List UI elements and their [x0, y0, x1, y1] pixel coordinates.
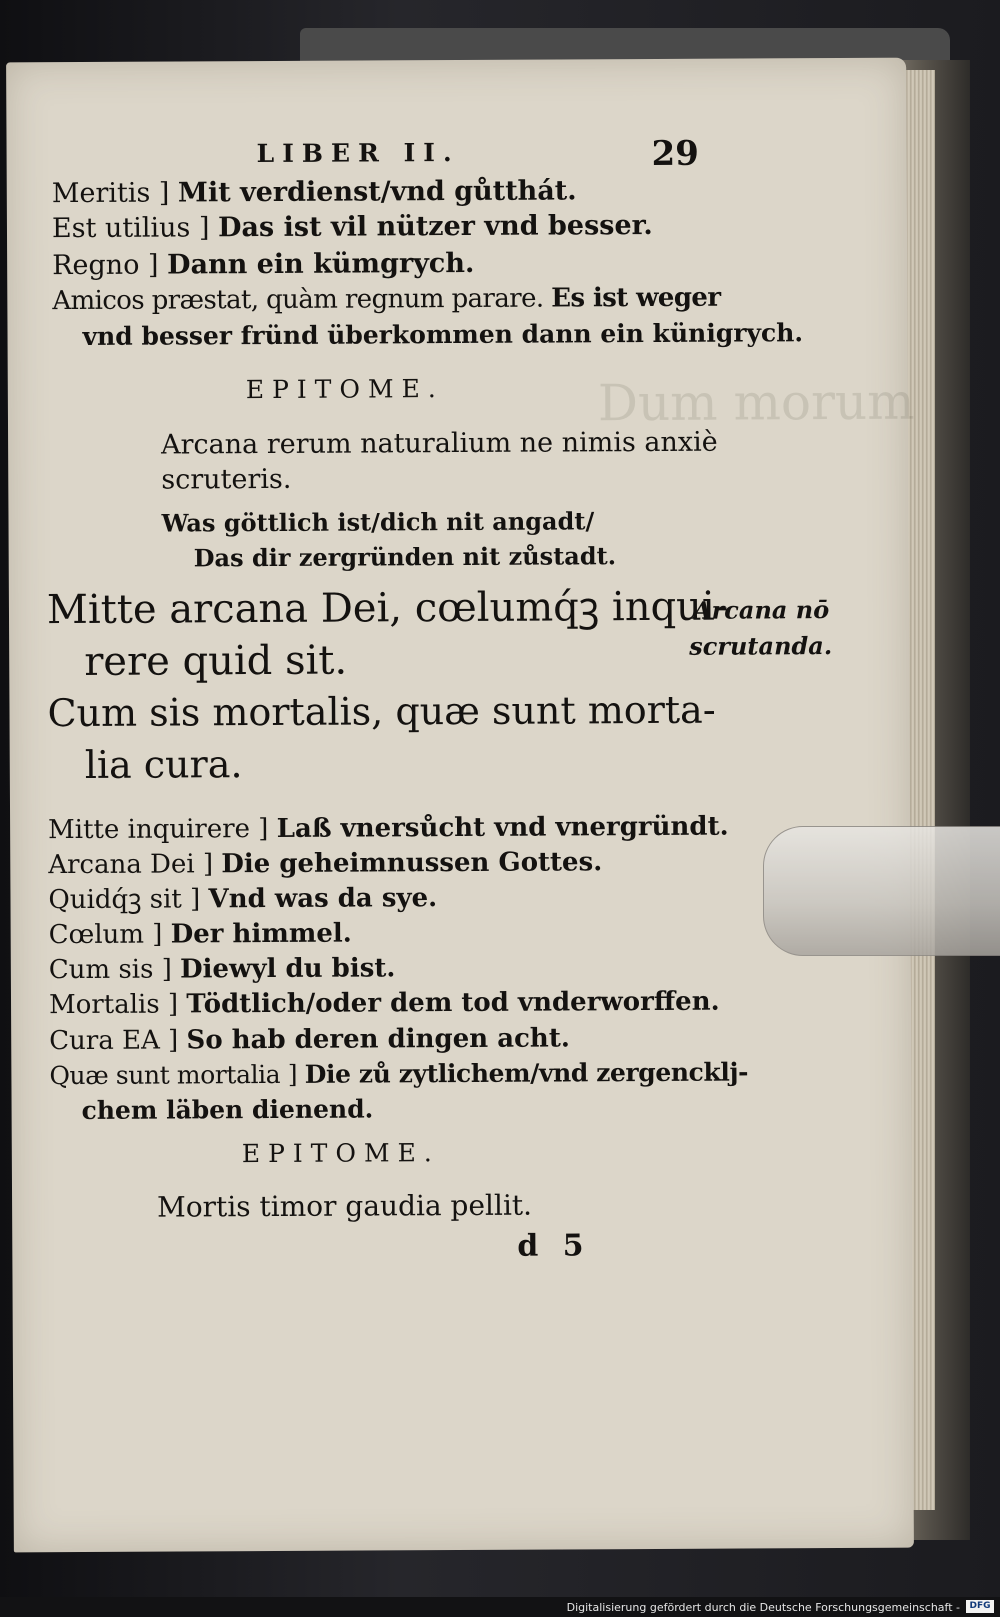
verse-line: Cum sis mortalis, quæ sunt morta-	[47, 687, 716, 736]
gloss-line: Amicos præstat, quàm regnum parare. Es ist weger	[52, 282, 721, 317]
gloss-line: Cum sis ] Diewyl du bist.	[48, 953, 396, 986]
gloss-line: Regno ] Dann ein kümgrych.	[52, 247, 475, 282]
book-page	[6, 58, 914, 1553]
gloss-line: Quæ sunt mortalia ] Die zů zytlichem/vnd zergencklj-	[49, 1057, 749, 1091]
gloss-line: Meritis ] Mit verdienst/vnd gůtthát.	[51, 175, 577, 210]
epitome-text: Mortis timor gaudia pellit.	[157, 1188, 533, 1224]
gloss-line: Cura EA ] So hab deren dingen acht.	[49, 1023, 570, 1057]
epitome-latin-line: Arcana rerum naturalium ne nimis anxiè	[161, 426, 718, 461]
epitome-heading: EPITOME.	[241, 1138, 440, 1169]
gloss-line: Cœlum ] Der himmel.	[48, 918, 352, 951]
epitome-german-line: Das dir zergründen nit zůstadt.	[193, 541, 617, 573]
show-through: Dum morum	[597, 372, 915, 433]
verse-line: Mitte arcana Dei, cœlumq́ꝫ inqui-	[46, 583, 729, 634]
page-clip	[763, 826, 1000, 956]
verse-line: rere quid sit.	[84, 637, 348, 685]
epitome-heading: EPITOME.	[245, 374, 444, 405]
gloss-continuation: chem läben dienend.	[81, 1094, 374, 1125]
running-title: LIBER II.	[256, 137, 460, 169]
gloss-line: Arcana Dei ] Die geheimnussen Gottes.	[48, 847, 603, 881]
verse-line: lia cura.	[84, 742, 243, 787]
epitome-latin-line: scruteris.	[161, 463, 292, 496]
gloss-line: Quidq́ꝫ sit ] Vnd was da sye.	[48, 883, 438, 916]
marginal-note: Arcana nō	[692, 595, 830, 625]
gloss-line: Mortalis ] Tödtlich/oder dem tod vnderworffen.	[48, 986, 720, 1021]
gloss-line: Mitte inquirere ] Laß vnersůcht vnd vnergründt.	[48, 811, 729, 846]
epitome-german-line: Was göttlich ist/dich nit angadt/	[161, 506, 595, 538]
dfg-logo: DFG	[966, 1600, 994, 1613]
footer-credit: Digitalisierung gefördert durch die Deutsche Forschungsgemeinschaft -	[566, 1601, 960, 1614]
marginal-note: scrutanda.	[689, 631, 833, 661]
page-number: 29	[651, 133, 700, 174]
gloss-line: Est utilius ] Das ist vil nützer vnd besser.	[51, 209, 653, 245]
signature-mark: d 5	[517, 1228, 584, 1264]
gloss-continuation: vnd besser fründ überkommen dann ein künigrych.	[82, 318, 804, 351]
